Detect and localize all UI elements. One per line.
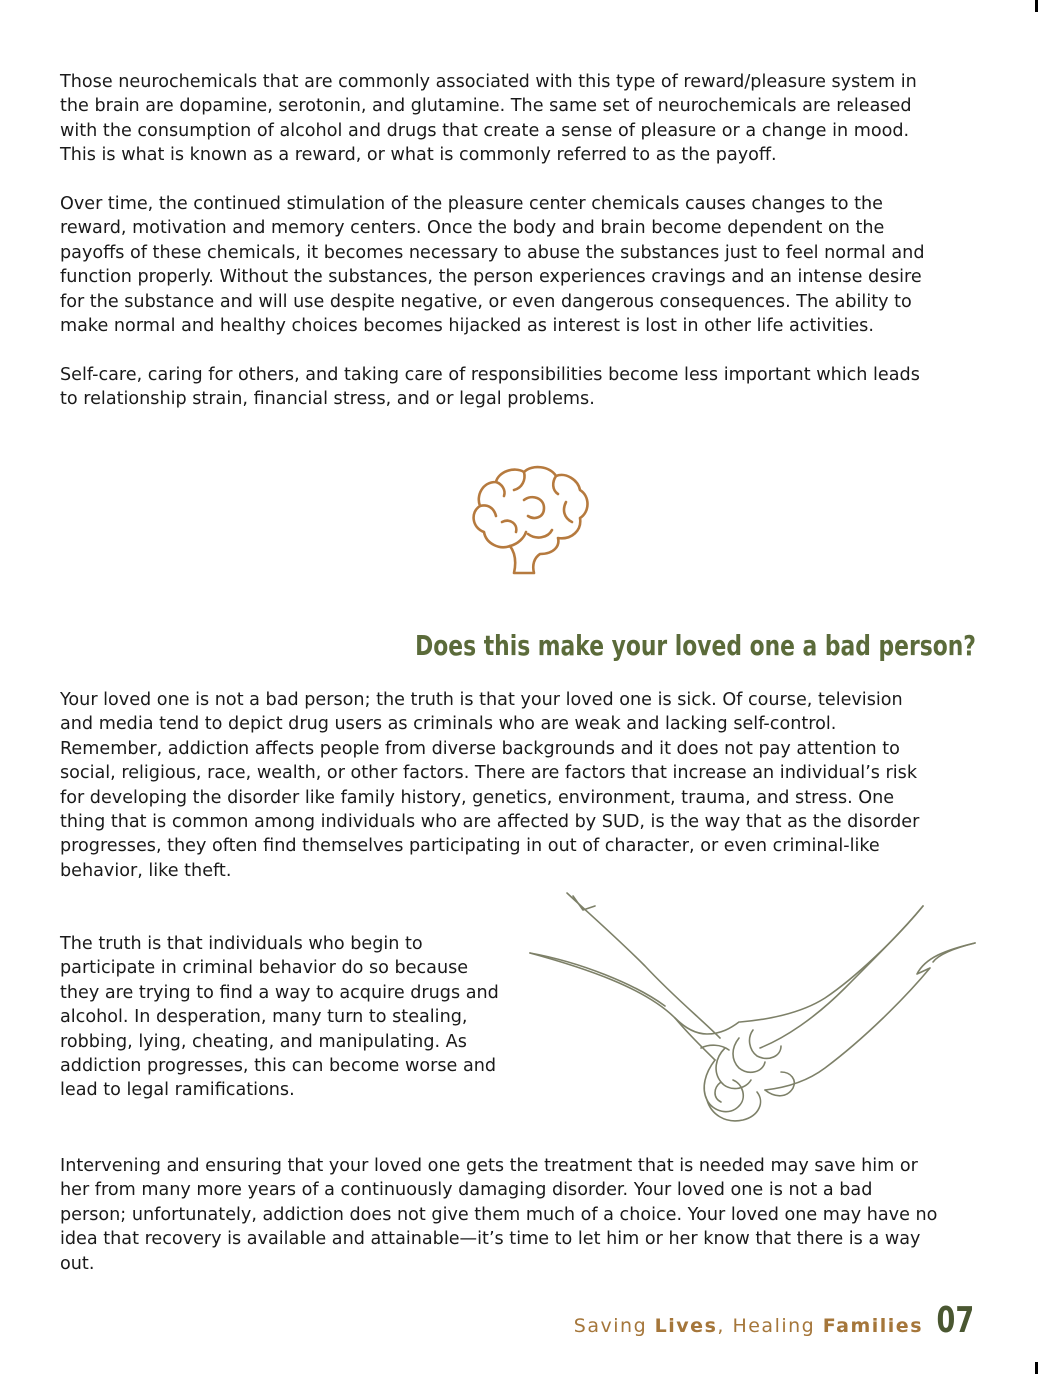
text-line: the brain are dopamine, serotonin, and glutamine. The same set of neurochemicals are released [60, 96, 912, 117]
text-line: function properly. Without the substances, the person experiences cravings and an intense desire [60, 267, 922, 288]
text-line: thing that is common among individuals who are affected by SUD, is the way that as the disorder [60, 812, 920, 833]
brain-icon [466, 462, 596, 582]
text-line: with the consumption of alcohol and drugs that create a sense of pleasure or a change in mood. [60, 120, 910, 141]
text-line: lead to legal ramifications. [60, 1080, 295, 1101]
text-line: Those neurochemicals that are commonly associated with this type of reward/pleasure system in [60, 72, 917, 92]
text-line: payoffs of these chemicals, it becomes necessary to abuse the substances just to feel normal and [60, 242, 925, 263]
text-line: Self-care, caring for others, and taking care of responsibilities become less important which leads [60, 365, 920, 385]
text-line: Over time, the continued stimulation of the pleasure center chemicals causes changes to the [60, 194, 883, 214]
page-number: 07 [936, 1300, 974, 1341]
text-line: for developing the disorder like family history, genetics, environment, trauma, and stress. One [60, 787, 895, 808]
text-line: Your loved one is not a bad person; the truth is that your loved one is sick. Of course, television [60, 690, 903, 710]
text-line: addiction progresses, this can become worse and [60, 1056, 497, 1077]
text-line: behavior, like theft. [60, 860, 232, 881]
text-line: progresses, they often find themselves participating in out of character, or even criminal-like [60, 836, 880, 857]
paragraph-criminal-behavior [60, 932, 499, 1103]
text-line: out. [60, 1253, 95, 1274]
text-line: and media tend to depict drug users as criminals who are weak and lacking self-control. [60, 714, 837, 735]
section-heading: Does this make your loved one a bad person? [415, 629, 976, 662]
text-line: to relationship strain, financial stress, and or legal problems. [60, 389, 595, 410]
text-line: social, religious, race, wealth, or other factors. There are factors that increase an individual’s risk [60, 763, 918, 784]
holding-hands-illustration [525, 888, 980, 1128]
text-line: Intervening and ensuring that your loved one gets the treatment that is needed may save him or [60, 1156, 918, 1176]
paragraph-continued-stimulation [60, 192, 925, 338]
text-line: idea that recovery is available and attainable—it’s time to let him or her know that there is a way [60, 1229, 921, 1250]
text-line: they are trying to find a way to acquire drugs and [60, 982, 499, 1003]
text-line: The truth is that individuals who begin to [60, 934, 423, 954]
text-line: make normal and healthy choices becomes hijacked as interest is lost in other life activities. [60, 316, 874, 337]
paragraph-neurochemicals [60, 70, 917, 168]
paragraph-self-care [60, 363, 920, 412]
text-line: participate in criminal behavior do so because [60, 958, 469, 979]
text-line: reward, motivation and memory centers. Once the body and brain become dependent on the [60, 218, 885, 239]
text-line: Remember, addiction affects people from diverse backgrounds and it does not pay attention to [60, 738, 900, 759]
text-line: This is what is known as a reward, or what is commonly referred to as the payoff. [60, 145, 777, 166]
paragraph-intervening [60, 1154, 937, 1276]
text-line: for the substance and will use despite negative, or even dangerous consequences. The ability to [60, 291, 912, 312]
paragraph-not-bad-person [60, 688, 919, 883]
text-line: her from many more years of a continuously damaging disorder. Your loved one is not a bad [60, 1180, 873, 1201]
text-line: person; unfortunately, addiction does not give them much of a choice. Your loved one may have no [60, 1204, 938, 1225]
text-line: alcohol. In desperation, many turn to stealing, [60, 1007, 468, 1028]
footer-tagline: Saving Lives, Healing Families [573, 1315, 923, 1337]
text-line: robbing, lying, cheating, and manipulating. As [60, 1031, 467, 1052]
